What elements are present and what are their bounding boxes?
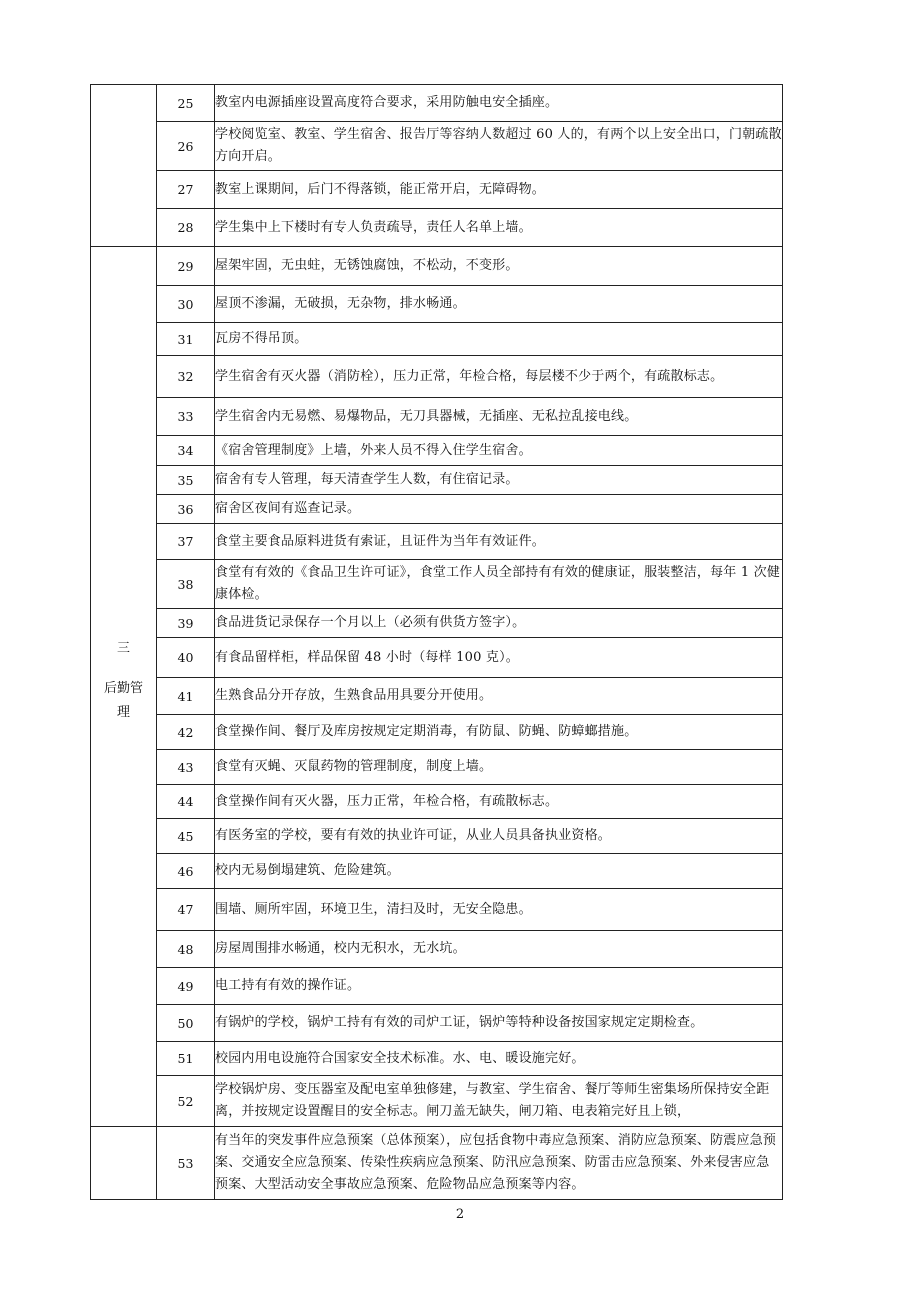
row-number: 49: [157, 968, 215, 1005]
row-text: 食堂有灭蝇、灭鼠药物的管理制度，制度上墙。: [215, 750, 783, 785]
row-number: 33: [157, 398, 215, 436]
table-row: [91, 889, 783, 931]
table-row: [91, 356, 783, 398]
row-text: 学生宿舍内无易燃、易爆物品，无刀具器械，无插座、无私拉乱接电线。: [215, 398, 783, 436]
table-row: [91, 1005, 783, 1042]
row-text: 学生集中上下楼时有专人负责疏导，责任人名单上墙。: [215, 209, 783, 247]
table-row: [91, 931, 783, 968]
table-row: [91, 1127, 783, 1200]
row-text: 食品进货记录保存一个月以上（必须有供货方签字）。: [215, 609, 783, 638]
category-cell-next: [91, 1127, 157, 1200]
row-number: 34: [157, 436, 215, 466]
table-row: [91, 968, 783, 1005]
row-text: 屋架牢固，无虫蛀，无锈蚀腐蚀，不松动，不变形。: [215, 247, 783, 286]
row-number: 53: [157, 1127, 215, 1200]
table-row: [91, 819, 783, 854]
row-number: 30: [157, 286, 215, 323]
row-number: 29: [157, 247, 215, 286]
row-text: 食堂操作间有灭火器，压力正常，年检合格，有疏散标志。: [215, 785, 783, 819]
table-row: [91, 247, 783, 286]
row-text: 宿舍有专人管理，每天清查学生人数，有住宿记录。: [215, 466, 783, 495]
row-text: 宿舍区夜间有巡查记录。: [215, 495, 783, 524]
category-numeral: 三: [116, 640, 130, 656]
table-row: [91, 715, 783, 750]
row-text: 有锅炉的学校，锅炉工持有有效的司炉工证，锅炉等特种设备按国家规定定期检查。: [215, 1005, 783, 1042]
row-number: 27: [157, 171, 215, 209]
row-number: 25: [157, 85, 215, 122]
row-text: 教室上课期间，后门不得落锁，能正常开启，无障碍物。: [215, 171, 783, 209]
table-row: [91, 560, 783, 609]
row-text: 有当年的突发事件应急预案（总体预案），应包括食物中毒应急预案、消防应急预案、防震应急预案、交通安全应急预案、传染性疾病应急预案、防汛应急预案、防雷击应急预案、外来侵害应急预案、大型活动安全事故应急预案、危险物品应急预案等内容。: [215, 1127, 783, 1200]
row-number: 51: [157, 1042, 215, 1076]
row-number: 39: [157, 609, 215, 638]
table-row: [91, 785, 783, 819]
table-row: [91, 638, 783, 678]
row-number: 31: [157, 323, 215, 356]
category-name-line1: 后勤管: [103, 680, 143, 696]
row-number: 35: [157, 466, 215, 495]
table-row: [91, 1042, 783, 1076]
safety-checklist-table: [90, 84, 783, 1200]
row-text: 电工持有有效的操作证。: [215, 968, 783, 1005]
table-row: [91, 524, 783, 560]
table-row: [91, 122, 783, 171]
row-number: 52: [157, 1076, 215, 1127]
category-name-line2: 理: [116, 704, 130, 720]
table-row: [91, 323, 783, 356]
row-text: 《宿舍管理制度》上墙，外来人员不得入住学生宿舍。: [215, 436, 783, 466]
table-row: [91, 750, 783, 785]
row-text: 校内无易倒塌建筑、危险建筑。: [215, 854, 783, 889]
category-cell-prev: [91, 85, 157, 247]
table-row: [91, 854, 783, 889]
row-text: 房屋周围排水畅通，校内无积水，无水坑。: [215, 931, 783, 968]
row-text: 学校阅览室、教室、学生宿舍、报告厅等容纳人数超过 60 人的，有两个以上安全出口，门朝疏散方向开启。: [215, 122, 783, 171]
row-text: 学生宿舍有灭火器（消防栓），压力正常，年检合格，每层楼不少于两个，有疏散标志。: [215, 356, 783, 398]
row-text: 生熟食品分开存放，生熟食品用具要分开使用。: [215, 678, 783, 715]
row-text: 有食品留样柜，样品保留 48 小时（每样 100 克）。: [215, 638, 783, 678]
row-text: 食堂主要食品原料进货有索证，且证件为当年有效证件。: [215, 524, 783, 560]
row-number: 28: [157, 209, 215, 247]
table-row: [91, 85, 783, 122]
row-number: 32: [157, 356, 215, 398]
table-row: [91, 466, 783, 495]
row-number: 38: [157, 560, 215, 609]
row-text: 围墙、厕所牢固，环境卫生，清扫及时，无安全隐患。: [215, 889, 783, 931]
table-row: [91, 678, 783, 715]
table-row: [91, 209, 783, 247]
row-number: 36: [157, 495, 215, 524]
table-row: [91, 286, 783, 323]
table-row: [91, 609, 783, 638]
row-number: 44: [157, 785, 215, 819]
row-number: 41: [157, 678, 215, 715]
table-row: [91, 1076, 783, 1127]
page-number: 2: [455, 1207, 465, 1222]
row-number: 50: [157, 1005, 215, 1042]
row-text: 校园内用电设施符合国家安全技术标准。水、电、暖设施完好。: [215, 1042, 783, 1076]
row-number: 26: [157, 122, 215, 171]
row-number: 45: [157, 819, 215, 854]
category-cell-logistics: [91, 247, 157, 1127]
table-row: [91, 436, 783, 466]
row-number: 46: [157, 854, 215, 889]
row-text: 学校锅炉房、变压器室及配电室单独修建，与教室、学生宿舍、餐厅等师生密集场所保持安全距离，并按规定设置醒目的安全标志。闸刀盖无缺失，闸刀箱、电表箱完好且上锁，: [215, 1076, 783, 1127]
table-row: [91, 171, 783, 209]
row-text: 瓦房不得吊顶。: [215, 323, 783, 356]
row-text: 食堂有有效的《食品卫生许可证》，食堂工作人员全部持有有效的健康证，服装整洁，每年 1 次健康体检。: [215, 560, 783, 609]
row-text: 食堂操作间、餐厅及库房按规定定期消毒，有防鼠、防蝇、防蟑螂措施。: [215, 715, 783, 750]
row-number: 40: [157, 638, 215, 678]
row-text: 屋顶不渗漏，无破损，无杂物，排水畅通。: [215, 286, 783, 323]
row-number: 42: [157, 715, 215, 750]
row-text: 教室内电源插座设置高度符合要求，采用防触电安全插座。: [215, 85, 783, 122]
table-row: [91, 495, 783, 524]
row-number: 37: [157, 524, 215, 560]
row-text: 有医务室的学校，要有有效的执业许可证，从业人员具备执业资格。: [215, 819, 783, 854]
row-number: 47: [157, 889, 215, 931]
row-number: 48: [157, 931, 215, 968]
table-row: [91, 398, 783, 436]
row-number: 43: [157, 750, 215, 785]
